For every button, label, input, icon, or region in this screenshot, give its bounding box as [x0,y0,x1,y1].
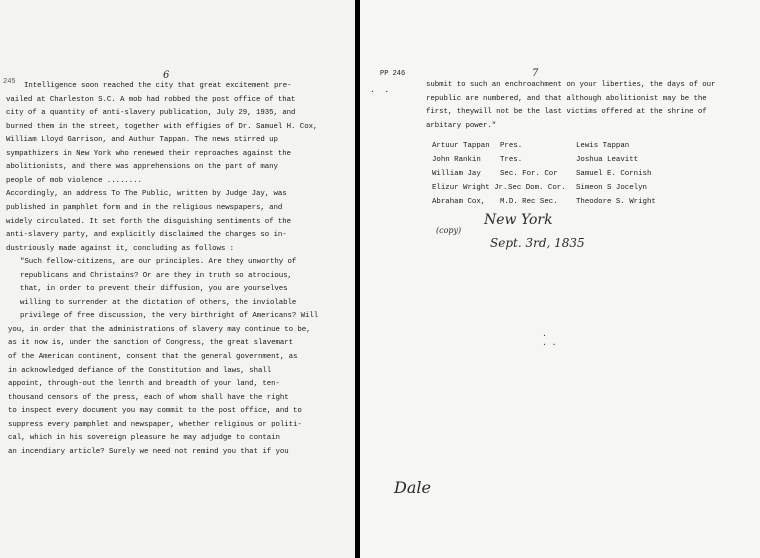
text-line: burned them in the street, together with effigies of Dr. Samuel H. Cox, [6,122,318,131]
handwritten-page-number: 6 [163,70,170,81]
signatory-name: Artuur Tappan [432,142,490,150]
text-line: Intelligence soon reached the city that great excitement pre- [24,82,292,90]
text-line: you, in order that the administrations of slavery may continue to be, [8,325,311,334]
signatory-title: M.D. Rec Sec. [500,198,558,206]
text-line: abolitionists, and there was apprehensions on the part of many [6,163,278,172]
center-dots: . . . [542,330,557,348]
text-line: anti-slavery party, and explicitly disclaimed the charges so in- [6,231,287,240]
text-line: to inspect every document you may commit to the post office, and to [8,407,302,416]
page-reference: PP 246 [380,70,406,78]
text-line: cal, which in his sovereign pleasure he may adjudge to contain [8,434,280,443]
signatory-name: John Rankin [432,156,481,164]
text-line: as it now is, under the sanction of Congress, the great slavemart [8,339,294,348]
signatory-right: Theodore S. Wright [576,198,656,206]
signatory-right: Simeon S Jocelyn [576,184,647,192]
text-line: people of mob violence ........ [6,176,142,185]
text-line: dustriously made against it, concluding as follows : [6,244,235,253]
signatory-title: Sec Dom. Cor. [508,184,566,192]
text-line: arbitary power." [426,121,497,130]
text-line: republicans and Christains? Or are they in truth so atrocious, [20,271,292,280]
handwritten-page-number: 7 [532,68,539,79]
text-line: in acknowledged defiance of the Constitution and laws, shall [8,366,272,375]
date-handwritten: Sept. 3rd, 1835 [490,236,585,250]
margin-mark: 245 [3,78,16,86]
text-line: vailed at Charleston S.C. A mob had robbed the post office of that [6,95,296,104]
place-handwritten: New York [484,212,553,228]
text-line: of the American continent, consent that the general government, as [8,353,298,361]
bottom-signature: Dale [394,478,431,497]
text-line: widely circulated. It set forth the disguishing sentiments of the [6,217,292,226]
signatory-title: Sec. For. Cor [500,170,558,178]
right-page [360,0,760,558]
text-line: Accordingly, an address To The Public, written by Judge Jay, was [6,190,287,199]
signatory-right: Joshua Leavitt [576,156,639,164]
text-line: published in pamphlet form and in the religious newspapers, and [6,203,283,212]
text-line: an incendiary article? Surely we need not remind you that if you [8,447,289,456]
text-line: "Such fellow-citizens, are our principles. Are they unworthy of [20,258,297,267]
text-line: submit to such an enchroachment on your liberties, the days of our [426,81,716,89]
text-line: first, theywill not be the last victims offered at the shrine of [426,108,707,116]
text-line: thousand censors of the press, each of whom shall have the right [8,393,289,402]
signatory-right: Lewis Tappan [576,142,630,150]
text-line: willing to surrender at the dictation of others, the inviolable [20,298,297,307]
signatory-name: Abraham Cox, [432,198,486,206]
text-line: sympathizers in New York who renewed their reproaches against the [6,149,292,158]
text-line: William Lloyd Garrison, and Authur Tappan. The news stirred up [6,136,278,145]
signatory-name: Elizur Wright Jr. [432,184,508,192]
margin-dots: . . [370,86,390,95]
text-line: that, in order to prevent their diffusion, you are yourselves [20,285,288,294]
left-page [0,0,355,558]
text-line: suppress every pamphlet and newspaper, whether religious or politi- [8,420,302,429]
text-line: appoint, through-out the lenrth and breadth of your land, ten- [8,380,280,389]
copy-note: (copy) [436,226,462,235]
signatory-right: Samuel E. Cornish [576,170,652,178]
signatory-title: Pres. [500,142,523,150]
text-line: privilege of free discussion, the very birthright of Americans? Will [20,312,319,321]
text-line: city of a quantity of anti-slavery publication, July 29, 1935, and [6,109,296,118]
signatory-title: Tres. [500,156,523,164]
signatory-name: William Jay [432,170,481,178]
text-line: republic are numbered, and that although abolitionist may be the [426,94,707,103]
